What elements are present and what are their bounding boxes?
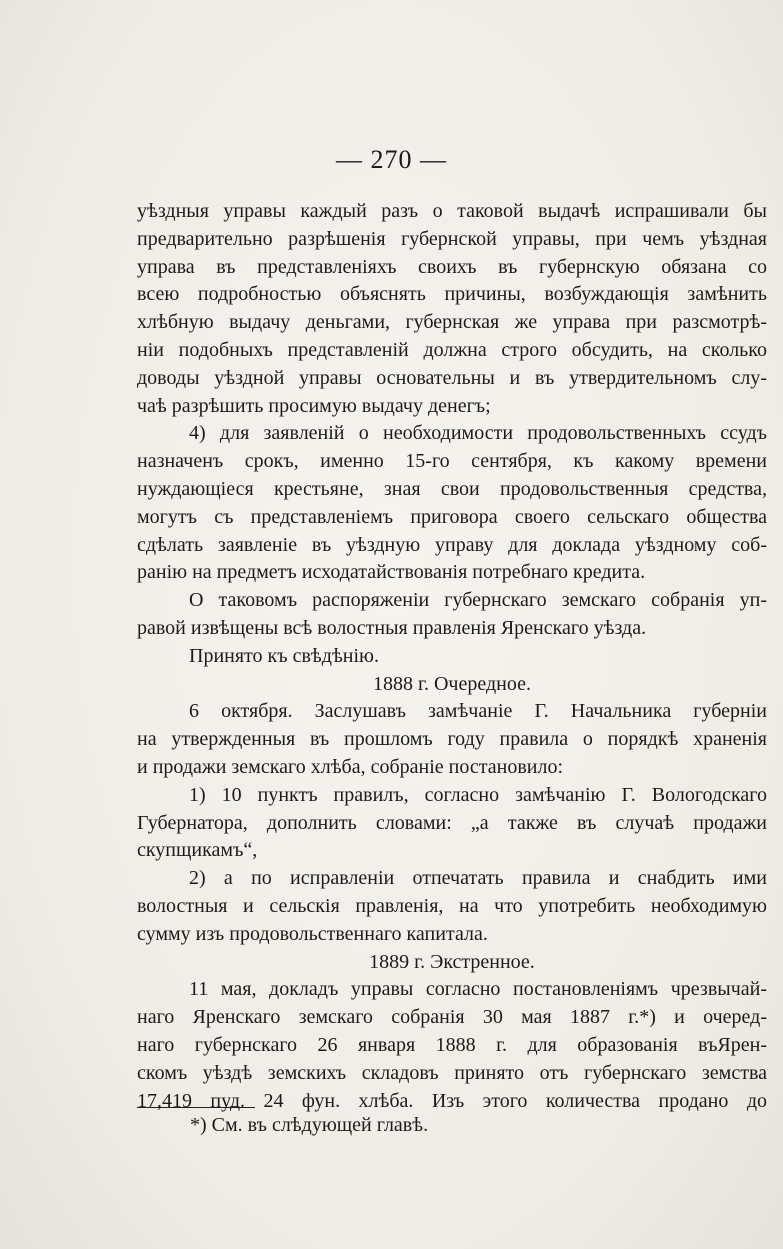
text-line: 1888 г. Очередное. xyxy=(373,672,531,695)
page-number: — 270 — xyxy=(336,145,447,174)
text-line: скомъ уѣздѣ земскихъ складовъ принято отъ губернскаго земства xyxy=(137,1061,767,1084)
text-line: управа въ представленіяхъ своихъ въ губернскую обязана со xyxy=(137,255,767,278)
body-text xyxy=(137,198,767,1115)
text-line: Принято къ свѣдѣнію. xyxy=(189,644,379,667)
text-line: Губернатора, дополнить словами: „а также въ случаѣ продажи xyxy=(137,811,767,834)
text-line: 6 октября. Заслушавъ замѣчаніе Г. Начальника губерніи xyxy=(189,700,767,723)
text-line: и продажи земскаго хлѣба, собраніе постановило: xyxy=(137,755,563,778)
text-line: чаѣ разрѣшить просимую выдачу денегъ; xyxy=(137,394,491,417)
text-line: всею подробностью объяснять причины, возбуждающія замѣнить xyxy=(137,283,767,306)
text-line: на утвержденныя въ прошломъ году правила о порядкѣ храненія xyxy=(137,728,767,751)
text-line: 11 мая, докладъ управы согласно постановленіямъ чрезвычай- xyxy=(189,978,767,1001)
text-line: хлѣбную выдачу деньгами, губернская же управа при разсмотрѣ- xyxy=(137,311,767,334)
text-line: сдѣлать заявленіе въ уѣздную управу для доклада уѣздному соб- xyxy=(137,533,767,556)
text-line: 4) для заявленій о необходимости продовольственныхъ ссудъ xyxy=(189,422,767,445)
text-line: наго Яренскаго земскаго собранія 30 мая 1887 г.*) и очеред- xyxy=(137,1006,767,1029)
text-line: ранію на предметъ исходатайствованія потребнаго кредита. xyxy=(137,561,646,584)
footnote: *) См. въ слѣдующей главѣ. xyxy=(190,1114,429,1136)
text-line: могутъ съ представленіемъ приговора своего сельскаго общества xyxy=(137,505,767,528)
text-line: доводы уѣздной управы основательны и въ утвердительномъ слу- xyxy=(137,366,767,389)
text-line: скупщикамъ“, xyxy=(137,839,258,862)
text-line: волостныя и сельскія правленія, на что употребить необходимую xyxy=(137,894,767,917)
text-line: ніи подобныхъ представленій должна строго обсудить, на сколько xyxy=(137,338,767,361)
footnote-divider xyxy=(137,1107,255,1108)
text-line: предварительно разрѣшенія губернской управы, при чемъ уѣздная xyxy=(137,227,767,250)
text-line: нуждающіеся крестьяне, зная свои продовольственныя средства, xyxy=(137,477,767,500)
text-line: О таковомъ распоряженіи губернскаго земскаго собранія уп- xyxy=(189,589,767,612)
text-line: равой извѣщены всѣ волостныя правленія Яренскаго уѣзда. xyxy=(137,616,647,639)
text-line: назначенъ срокъ, именно 15-го сентября, къ какому времени xyxy=(137,450,767,473)
text-line: уѣздныя управы каждый разъ о таковой выдачѣ испрашивали бы xyxy=(137,200,767,222)
text-line: 1) 10 пунктъ правилъ, согласно замѣчанію Г. Вологодскаго xyxy=(189,783,767,806)
text-line: 1889 г. Экстренное. xyxy=(369,950,535,973)
text-line: сумму изъ продовольственнаго капитала. xyxy=(137,922,488,945)
text-line: 2) а по исправленіи отпечатать правила и снабдить ими xyxy=(189,867,767,890)
text-line: 17,419 пуд. 24 фун. хлѣба. Изъ этого количества продано до xyxy=(137,1089,767,1112)
text-line: наго губернскаго 26 января 1888 г. для образованія въЯрен- xyxy=(137,1033,767,1056)
